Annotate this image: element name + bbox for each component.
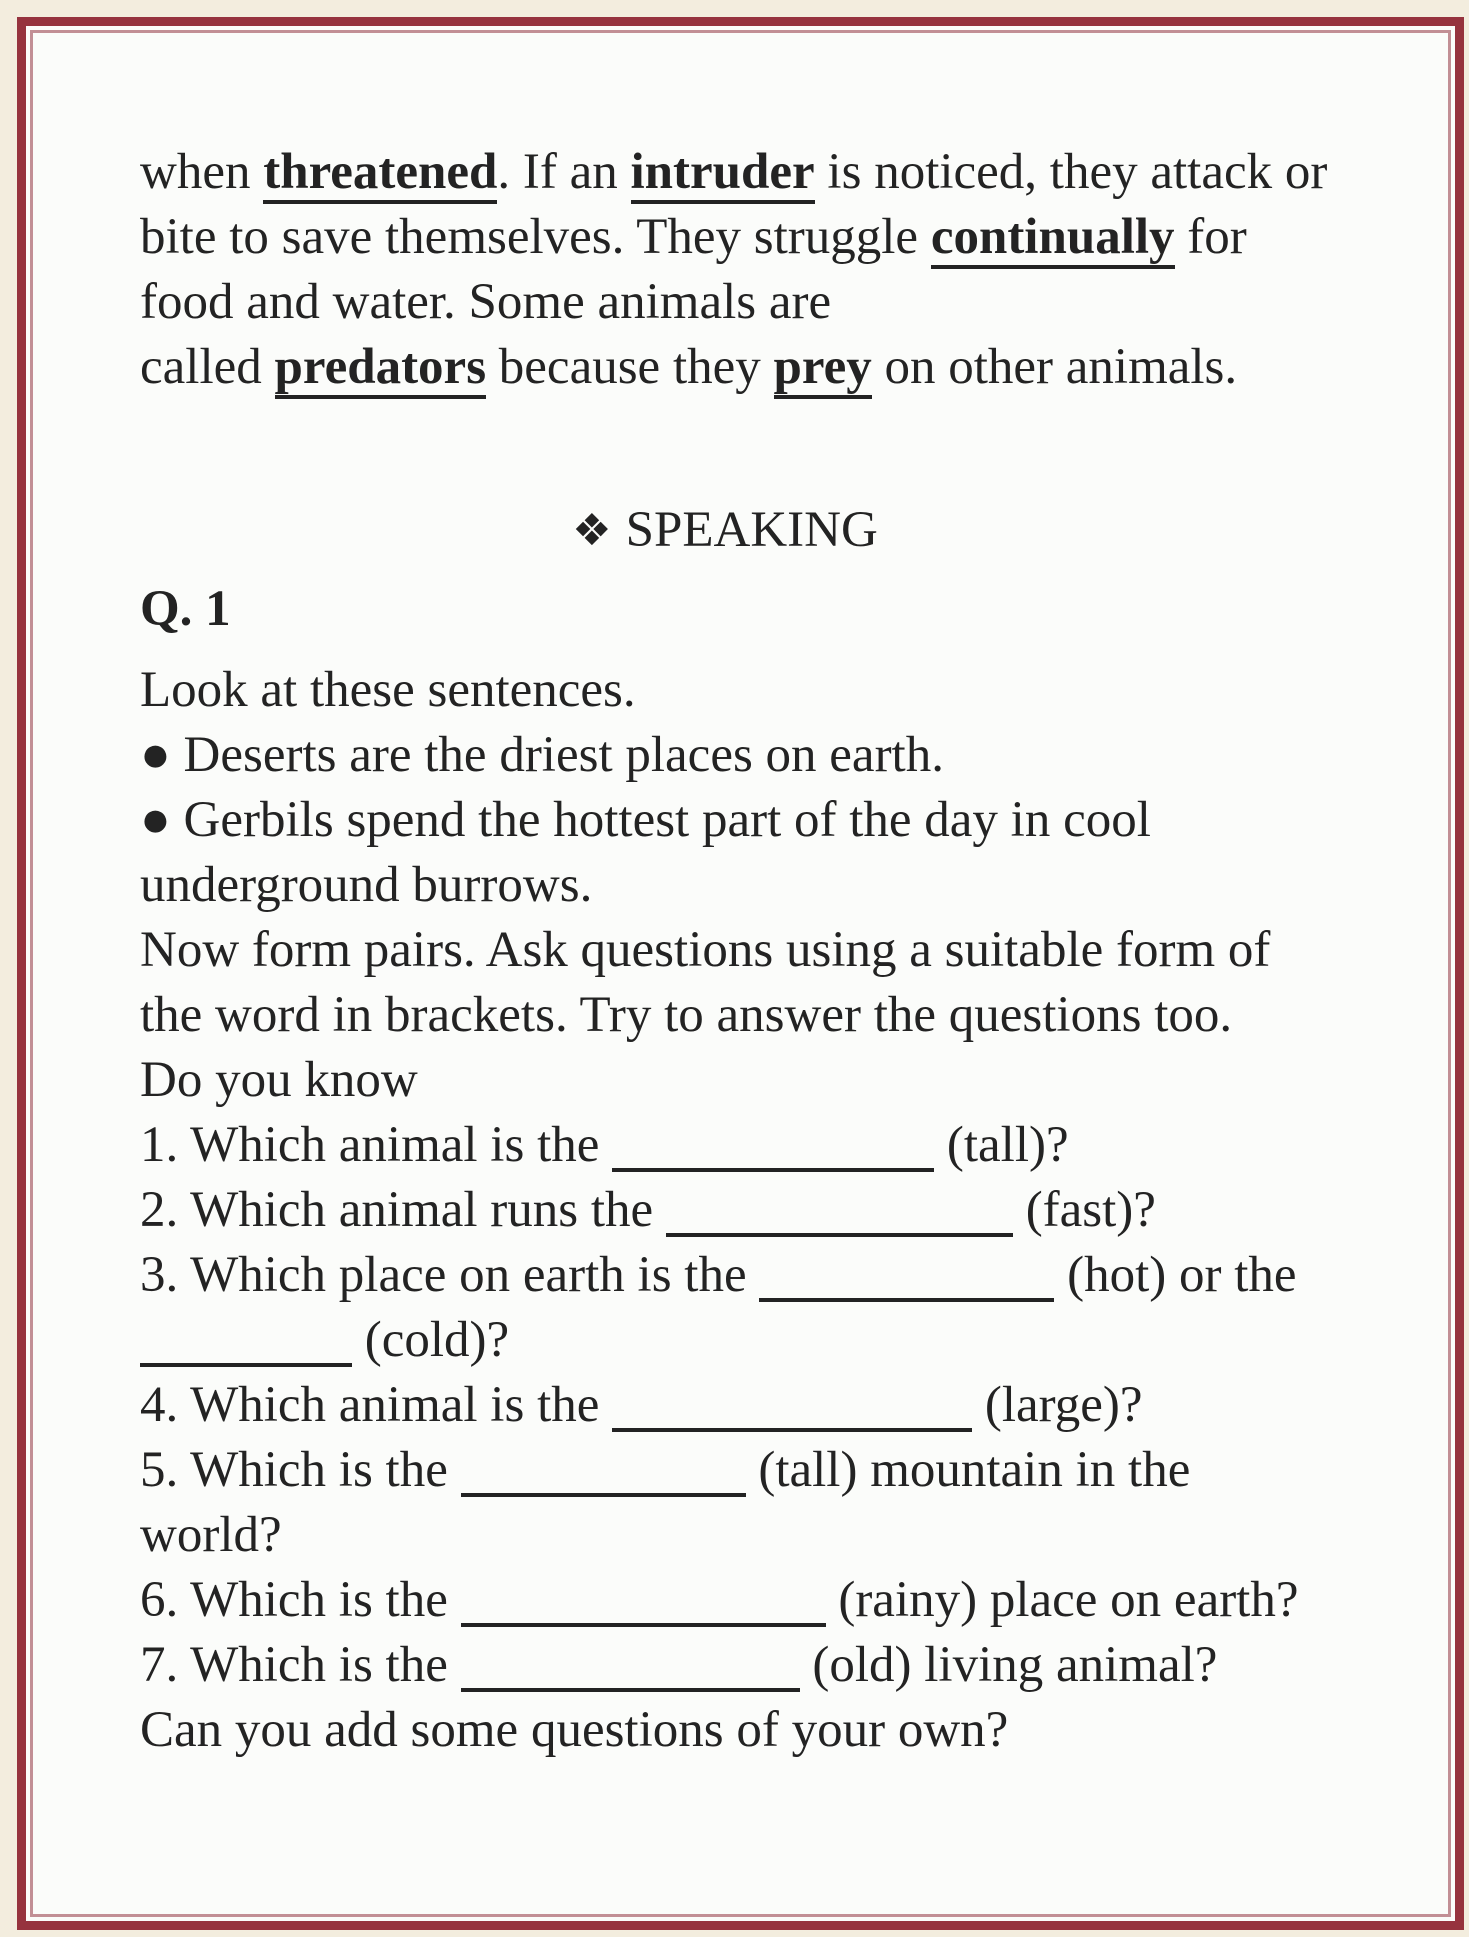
text-line bbox=[140, 1113, 1415, 1178]
text-segment: Can you add some questions of your own? bbox=[140, 1702, 1009, 1758]
text-segment: (tall) mountain in the bbox=[745, 1442, 1191, 1498]
text-segment: Now form pairs. Ask questions using a suitable form of bbox=[140, 922, 1271, 978]
text-segment: 7. Which is the bbox=[140, 1637, 461, 1693]
text-segment: is noticed, they attack or bbox=[814, 144, 1328, 200]
keyword-bold-underlined: continually bbox=[931, 209, 1175, 269]
text-line bbox=[140, 918, 1415, 983]
fill-in-blank-line bbox=[759, 1288, 1054, 1302]
text-segment: . If an bbox=[497, 144, 631, 200]
text-segment: on other animals. bbox=[871, 339, 1238, 395]
text-segment: for bbox=[1174, 209, 1247, 265]
text-segment: (fast)? bbox=[1012, 1182, 1156, 1238]
text-segment: (large)? bbox=[972, 1377, 1143, 1433]
text-segment: 2. Which animal runs the bbox=[140, 1182, 666, 1238]
text-segment: world? bbox=[140, 1507, 282, 1563]
text-line bbox=[140, 270, 1415, 335]
fill-in-blank-line bbox=[461, 1483, 746, 1497]
text-line bbox=[140, 658, 1415, 723]
text-segment: when bbox=[140, 144, 264, 200]
text-line bbox=[140, 1698, 1415, 1763]
text-line bbox=[140, 1633, 1415, 1698]
vocabulary-paragraph bbox=[140, 140, 1415, 400]
text-line bbox=[140, 1048, 1415, 1113]
text-segment: the word in brackets. Try to answer the questions too. bbox=[140, 987, 1233, 1043]
section-heading bbox=[140, 498, 1310, 563]
question-number: Q. 1 bbox=[140, 581, 231, 637]
text-segment: (tall)? bbox=[934, 1117, 1069, 1173]
keyword-bold-underlined: threatened bbox=[263, 144, 497, 204]
text-segment: Do you know bbox=[140, 1052, 418, 1108]
diamond-icon: ❖ bbox=[572, 505, 612, 556]
text-line bbox=[140, 1373, 1415, 1438]
text-line bbox=[140, 1438, 1415, 1503]
text-segment: 1. Which animal is the bbox=[140, 1117, 613, 1173]
text-segment: 5. Which is the bbox=[140, 1442, 461, 1498]
text-segment: called bbox=[140, 339, 275, 395]
text-line bbox=[140, 1503, 1415, 1568]
text-line bbox=[140, 1178, 1415, 1243]
text-line bbox=[140, 853, 1415, 918]
keyword-bold-underlined: predators bbox=[275, 339, 487, 399]
text-line bbox=[140, 723, 1415, 788]
keyword-bold-underlined: prey bbox=[774, 339, 872, 399]
text-segment: underground burrows. bbox=[140, 857, 593, 913]
text-line bbox=[140, 788, 1415, 853]
fill-in-blank-line bbox=[461, 1678, 800, 1692]
page-content bbox=[140, 140, 1415, 1763]
text-segment: because they bbox=[486, 339, 774, 395]
fill-in-blank-line bbox=[666, 1223, 1013, 1237]
text-line bbox=[140, 1308, 1415, 1373]
text-line bbox=[140, 205, 1415, 270]
text-segment: (old) living animal? bbox=[799, 1637, 1218, 1693]
text-line bbox=[140, 1243, 1415, 1308]
text-segment: Look at these sentences. bbox=[140, 662, 636, 718]
text-segment: (rainy) place on earth? bbox=[825, 1572, 1299, 1628]
text-segment: 3. Which place on earth is the bbox=[140, 1247, 760, 1303]
text-segment: food and water. Some animals are bbox=[140, 274, 832, 330]
fill-in-blank-line bbox=[461, 1613, 826, 1627]
section-heading-label: SPEAKING bbox=[625, 502, 878, 558]
exercise-body bbox=[140, 658, 1415, 1763]
text-line bbox=[140, 335, 1415, 400]
fill-in-blank-line bbox=[140, 1353, 352, 1367]
text-segment: (hot) or the bbox=[1054, 1247, 1297, 1303]
text-line bbox=[140, 1568, 1415, 1633]
fill-in-blank-line bbox=[612, 1418, 972, 1432]
keyword-bold-underlined: intruder bbox=[631, 144, 815, 204]
text-line bbox=[140, 983, 1415, 1048]
text-segment: 6. Which is the bbox=[140, 1572, 461, 1628]
text-segment: (cold)? bbox=[352, 1312, 510, 1368]
text-line bbox=[140, 140, 1415, 205]
text-segment: bite to save themselves. They struggle bbox=[140, 209, 931, 265]
text-segment: ● Gerbils spend the hottest part of the day in cool bbox=[140, 792, 1151, 848]
fill-in-blank-line bbox=[612, 1158, 934, 1172]
text-segment: ● Deserts are the driest places on earth. bbox=[140, 727, 944, 783]
text-segment: 4. Which animal is the bbox=[140, 1377, 613, 1433]
